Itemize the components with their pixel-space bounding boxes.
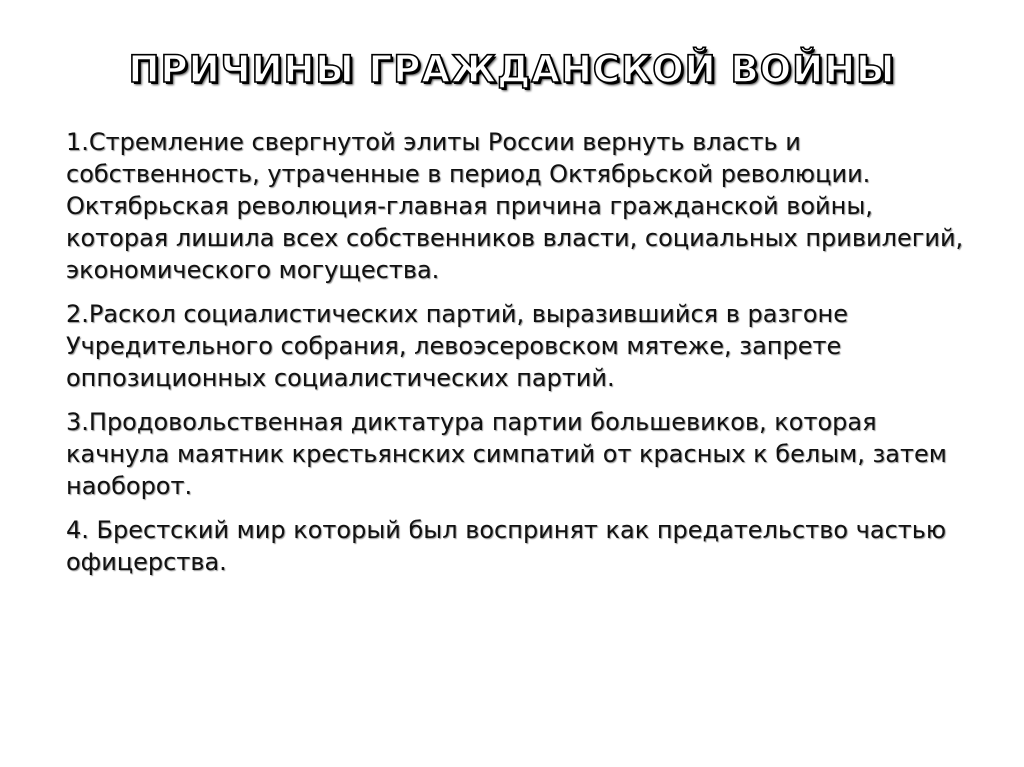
cause-item-2: 2.Раскол социалистических партий, выразившийся в разгоне Учредительного собрания, левоэсеровском мятеже, запрете оппозиционных социалистических партий.: [66, 300, 848, 392]
causes-list: [66, 126, 971, 590]
cause-item-1: 1.Стремление свергнутой элиты России вернуть власть и собственность, утраченные в период Октябрьской революции. Октябрьская революция-главная причина гражданской войны, которая лишила всех собственников власти, социальных привилегий, экономического могущества.: [66, 128, 964, 284]
slide-title: ПРИЧИНЫ ГРАЖДАНСКОЙ ВОЙНЫ: [128, 48, 896, 91]
cause-item-4: 4. Брестский мир который был воспринят как предательство частью офицерства.: [66, 516, 947, 576]
cause-item-3: 3.Продовольственная диктатура партии большевиков, которая качнула маятник крестьянских симпатий от красных к белым, затем наоборот.: [66, 408, 947, 500]
